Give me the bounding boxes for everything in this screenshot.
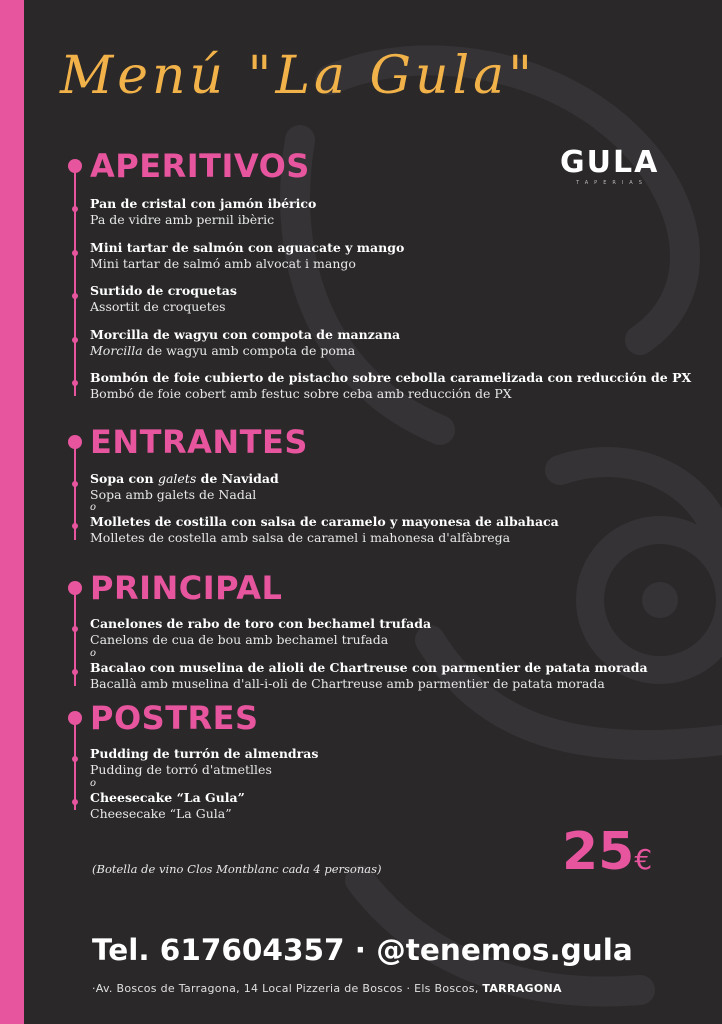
dish-name-es: Bombón de foie cubierto de pistacho sobre cebolla caramelizada con reducción de PX — [90, 370, 692, 385]
gula-logo — [560, 145, 664, 188]
menu-title-text: Menú "La Gula" — [60, 46, 537, 106]
dish-name-es: Molletes de costilla con salsa de caramelo y mayonesa de albahaca — [90, 514, 559, 529]
address-city: TARRAGONA — [482, 982, 562, 995]
dish-dot — [72, 523, 78, 529]
section-title-entrantes: ENTRANTES — [90, 423, 308, 461]
dish-dot — [72, 293, 78, 299]
dish-name-ca: Pudding de torró d'atmetlles — [90, 762, 272, 777]
dish-name-es: Pan de cristal con jamón ibérico — [90, 196, 317, 211]
price-currency: € — [634, 843, 653, 876]
dish-name-es-pre: Sopa con — [90, 471, 158, 486]
contact-line: Tel. 617604357 · @tenemos.gula — [92, 933, 633, 967]
dish-name-es-post: de Navidad — [196, 471, 279, 486]
dish-name-es — [90, 471, 690, 487]
dish-name-es: Morcilla de wagyu con compota de manzana — [90, 327, 401, 342]
timeline-postres — [74, 718, 76, 810]
dish-name-ca: Sopa amb galets de Nadal — [90, 487, 257, 502]
dish — [90, 660, 690, 692]
dish — [90, 283, 690, 315]
dish-dot — [72, 756, 78, 762]
dish-name-ca: Pa de vidre amb pernil ibèric — [90, 212, 275, 227]
section-title-principal: PRINCIPAL — [90, 569, 283, 607]
address-line — [92, 982, 562, 995]
dish — [90, 196, 690, 228]
dish-name-es: Bacalao con muselina de alioli de Chartreuse con parmentier de patata morada — [90, 660, 648, 675]
dish-dot — [72, 626, 78, 632]
dish-name-ca-rest: de wagyu amb compota de poma — [142, 343, 356, 358]
left-pink-band — [0, 0, 24, 1024]
timeline-aperitivos — [74, 166, 76, 396]
address-text: ·Av. Boscos de Tarragona, 14 Local Pizzeria de Boscos · Els Boscos, — [92, 982, 483, 995]
dish-name-es: Surtido de croquetas — [90, 283, 237, 298]
dish — [90, 370, 690, 402]
section-dot — [68, 159, 82, 173]
wine-note: (Botella de vino Clos Montblanc cada 4 personas) — [92, 862, 382, 876]
price-amount: 25 — [562, 822, 635, 882]
dish-name-es: Mini tartar de salmón con aguacate y mango — [90, 240, 405, 255]
section-dot — [68, 581, 82, 595]
section-title-postres: POSTRES — [90, 699, 259, 737]
menu-title — [60, 38, 540, 118]
dish-name-ca: Canelons de cua de bou amb bechamel trufada — [90, 632, 389, 647]
dish-name-ca: Bombó de foie cobert amb festuc sobre ceba amb reducción de PX — [90, 386, 512, 401]
dish-dot — [72, 380, 78, 386]
dish-dot — [72, 250, 78, 256]
dish-name-ca — [90, 343, 690, 359]
dish-name-ca-italic: Morcilla — [90, 343, 143, 358]
dish-dot — [72, 206, 78, 212]
or-separator: o — [90, 648, 97, 659]
dish-name-ca: Mini tartar de salmó amb alvocat i mango — [90, 256, 356, 271]
logo-word: GULA — [560, 145, 660, 180]
dish — [90, 240, 690, 272]
dish — [90, 616, 690, 648]
dish-name-ca: Assortit de croquetes — [90, 299, 226, 314]
dish-dot — [72, 481, 78, 487]
dish-name-ca: Molletes de costella amb salsa de caramel i mahonesa d'alfàbrega — [90, 530, 511, 545]
section-dot — [68, 435, 82, 449]
dish — [90, 746, 690, 778]
dish — [90, 471, 690, 503]
logo-subtitle: TAPERIAS — [576, 180, 648, 186]
dish-name-ca: Cheesecake “La Gula” — [90, 806, 232, 821]
dish-dot — [72, 337, 78, 343]
dish-dot — [72, 669, 78, 675]
or-separator: o — [90, 502, 97, 513]
menu-price — [562, 822, 652, 890]
dish-name-es: Cheesecake “La Gula” — [90, 790, 245, 805]
dish-name-es: Pudding de turrón de almendras — [90, 746, 319, 761]
dish — [90, 514, 690, 546]
dish — [90, 790, 690, 822]
dish-name-ca: Bacallà amb muselina d'all-i-oli de Chartreuse amb parmentier de patata morada — [90, 676, 605, 691]
dish-name-es: Canelones de rabo de toro con bechamel trufada — [90, 616, 432, 631]
section-dot — [68, 711, 82, 725]
dish-name-es-italic: galets — [157, 471, 197, 486]
dish — [90, 327, 690, 359]
dish-dot — [72, 799, 78, 805]
section-title-aperitivos: APERITIVOS — [90, 147, 310, 185]
or-separator: o — [90, 778, 97, 789]
